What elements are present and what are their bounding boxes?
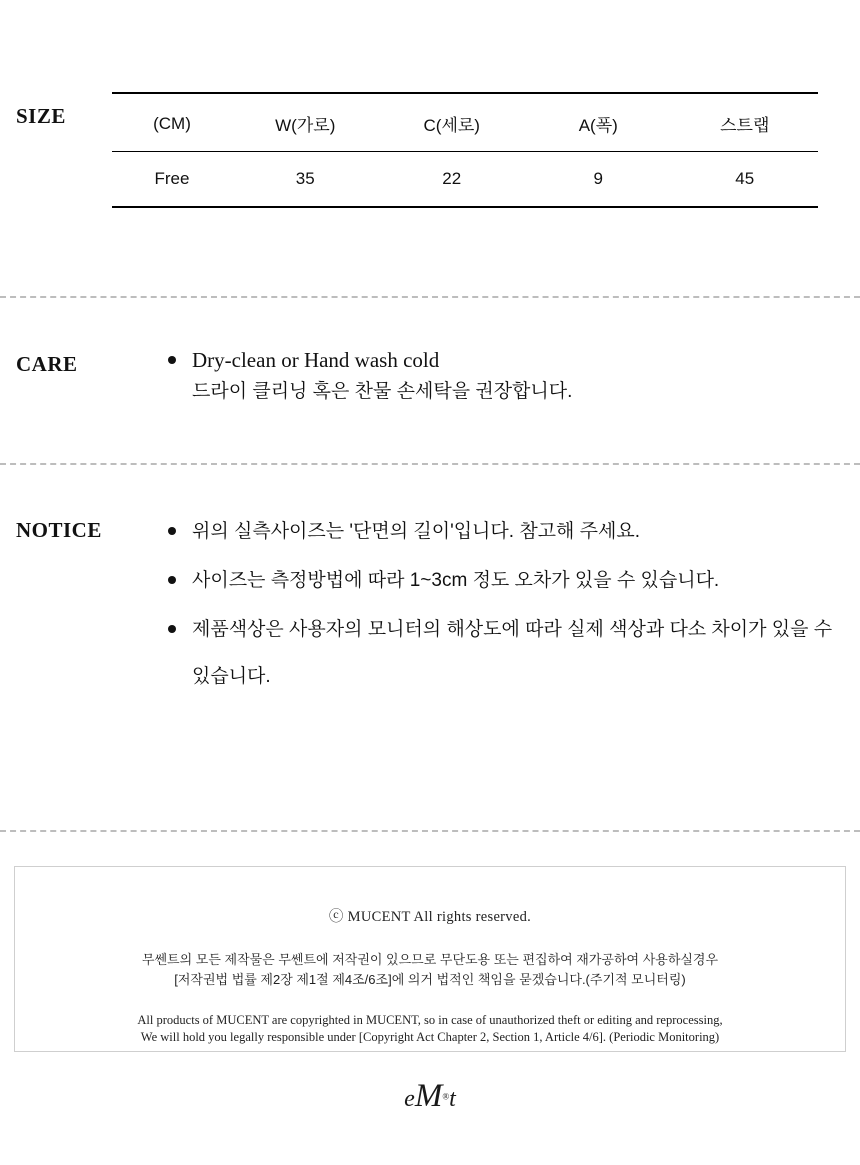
column-header-depth: A(폭) (525, 93, 672, 152)
logo-letter-e: e (404, 1086, 415, 1112)
section-divider-1 (0, 296, 860, 298)
column-header-unit: (CM) (112, 93, 232, 152)
logo-letter-t: t (449, 1086, 456, 1112)
list-item (162, 557, 842, 604)
size-table (112, 92, 818, 208)
copyright-ko-line-1: 무쎈트의 모든 제작물은 무쎈트에 저작권이 있으므로 무단도용 또는 편집하여 재가공하여 사용하실경우 (141, 952, 719, 967)
bullet-icon (168, 625, 176, 633)
size-section-label: SIZE (16, 104, 66, 128)
brand-logo (0, 1078, 860, 1115)
cell-size-name: Free (112, 152, 232, 208)
list-item (162, 508, 842, 555)
notice-text: 제품색상은 사용자의 모니터의 해상도에 따라 실제 색상과 다소 차이가 있을 수 있습니다. (192, 619, 833, 687)
care-instruction-ko: 드라이 클리닝 혹은 찬물 손세탁을 권장합니다. (192, 381, 573, 402)
copyright-ko-line-2: [저작권법 법률 제2장 제1절 제4조/6조]에 의거 법적인 책임을 묻겠습니다.(주기적 모니터링) (174, 972, 686, 987)
section-divider-3 (0, 830, 860, 832)
copyright-en-line-1: All products of MUCENT are copyrighted in MUCENT, so in case of unauthorized theft or editing and reprocessing, (137, 1013, 723, 1027)
cell-length: 22 (379, 152, 526, 208)
cell-strap: 45 (672, 152, 819, 208)
logo-letter-m: M (414, 1078, 443, 1114)
size-table-wrapper (112, 92, 818, 208)
cell-width: 35 (232, 152, 379, 208)
column-header-strap: 스트랩 (672, 93, 819, 152)
copyright-korean-text (15, 950, 845, 990)
care-instruction-en: Dry-clean or Hand wash cold (192, 348, 440, 372)
table-row (112, 152, 818, 208)
registered-mark-icon: ® (442, 1091, 450, 1102)
copyright-title: ⓒ MUCENT All rights reserved. (328, 909, 532, 925)
copyright-en-line-2: We will hold you legally responsible under [Copyright Act Chapter 2, Section 1, Article 4/6]. (Periodic Monitoring) (140, 1030, 720, 1044)
bullet-icon (168, 356, 176, 364)
size-table-body (112, 152, 818, 208)
copyright-notice-box (14, 866, 846, 1052)
size-table-head (112, 93, 818, 152)
section-divider-2 (0, 463, 860, 465)
notice-section-label: NOTICE (16, 518, 102, 542)
bullet-icon (168, 527, 176, 535)
list-item (162, 345, 822, 407)
list-item (162, 606, 842, 700)
copyright-english-text (15, 1012, 845, 1046)
notice-text: 위의 실측사이즈는 '단면의 길이'입니다. 참고해 주세요. (192, 521, 640, 542)
care-section-label: CARE (16, 352, 78, 376)
notice-text: 사이즈는 측정방법에 따라 1~3cm 정도 오차가 있을 수 있습니다. (192, 570, 720, 591)
care-list (162, 345, 822, 407)
column-header-length: C(세로) (379, 93, 526, 152)
bullet-icon (168, 576, 176, 584)
table-header-row (112, 93, 818, 152)
notice-list (162, 508, 842, 702)
cell-depth: 9 (525, 152, 672, 208)
column-header-width: W(가로) (232, 93, 379, 152)
